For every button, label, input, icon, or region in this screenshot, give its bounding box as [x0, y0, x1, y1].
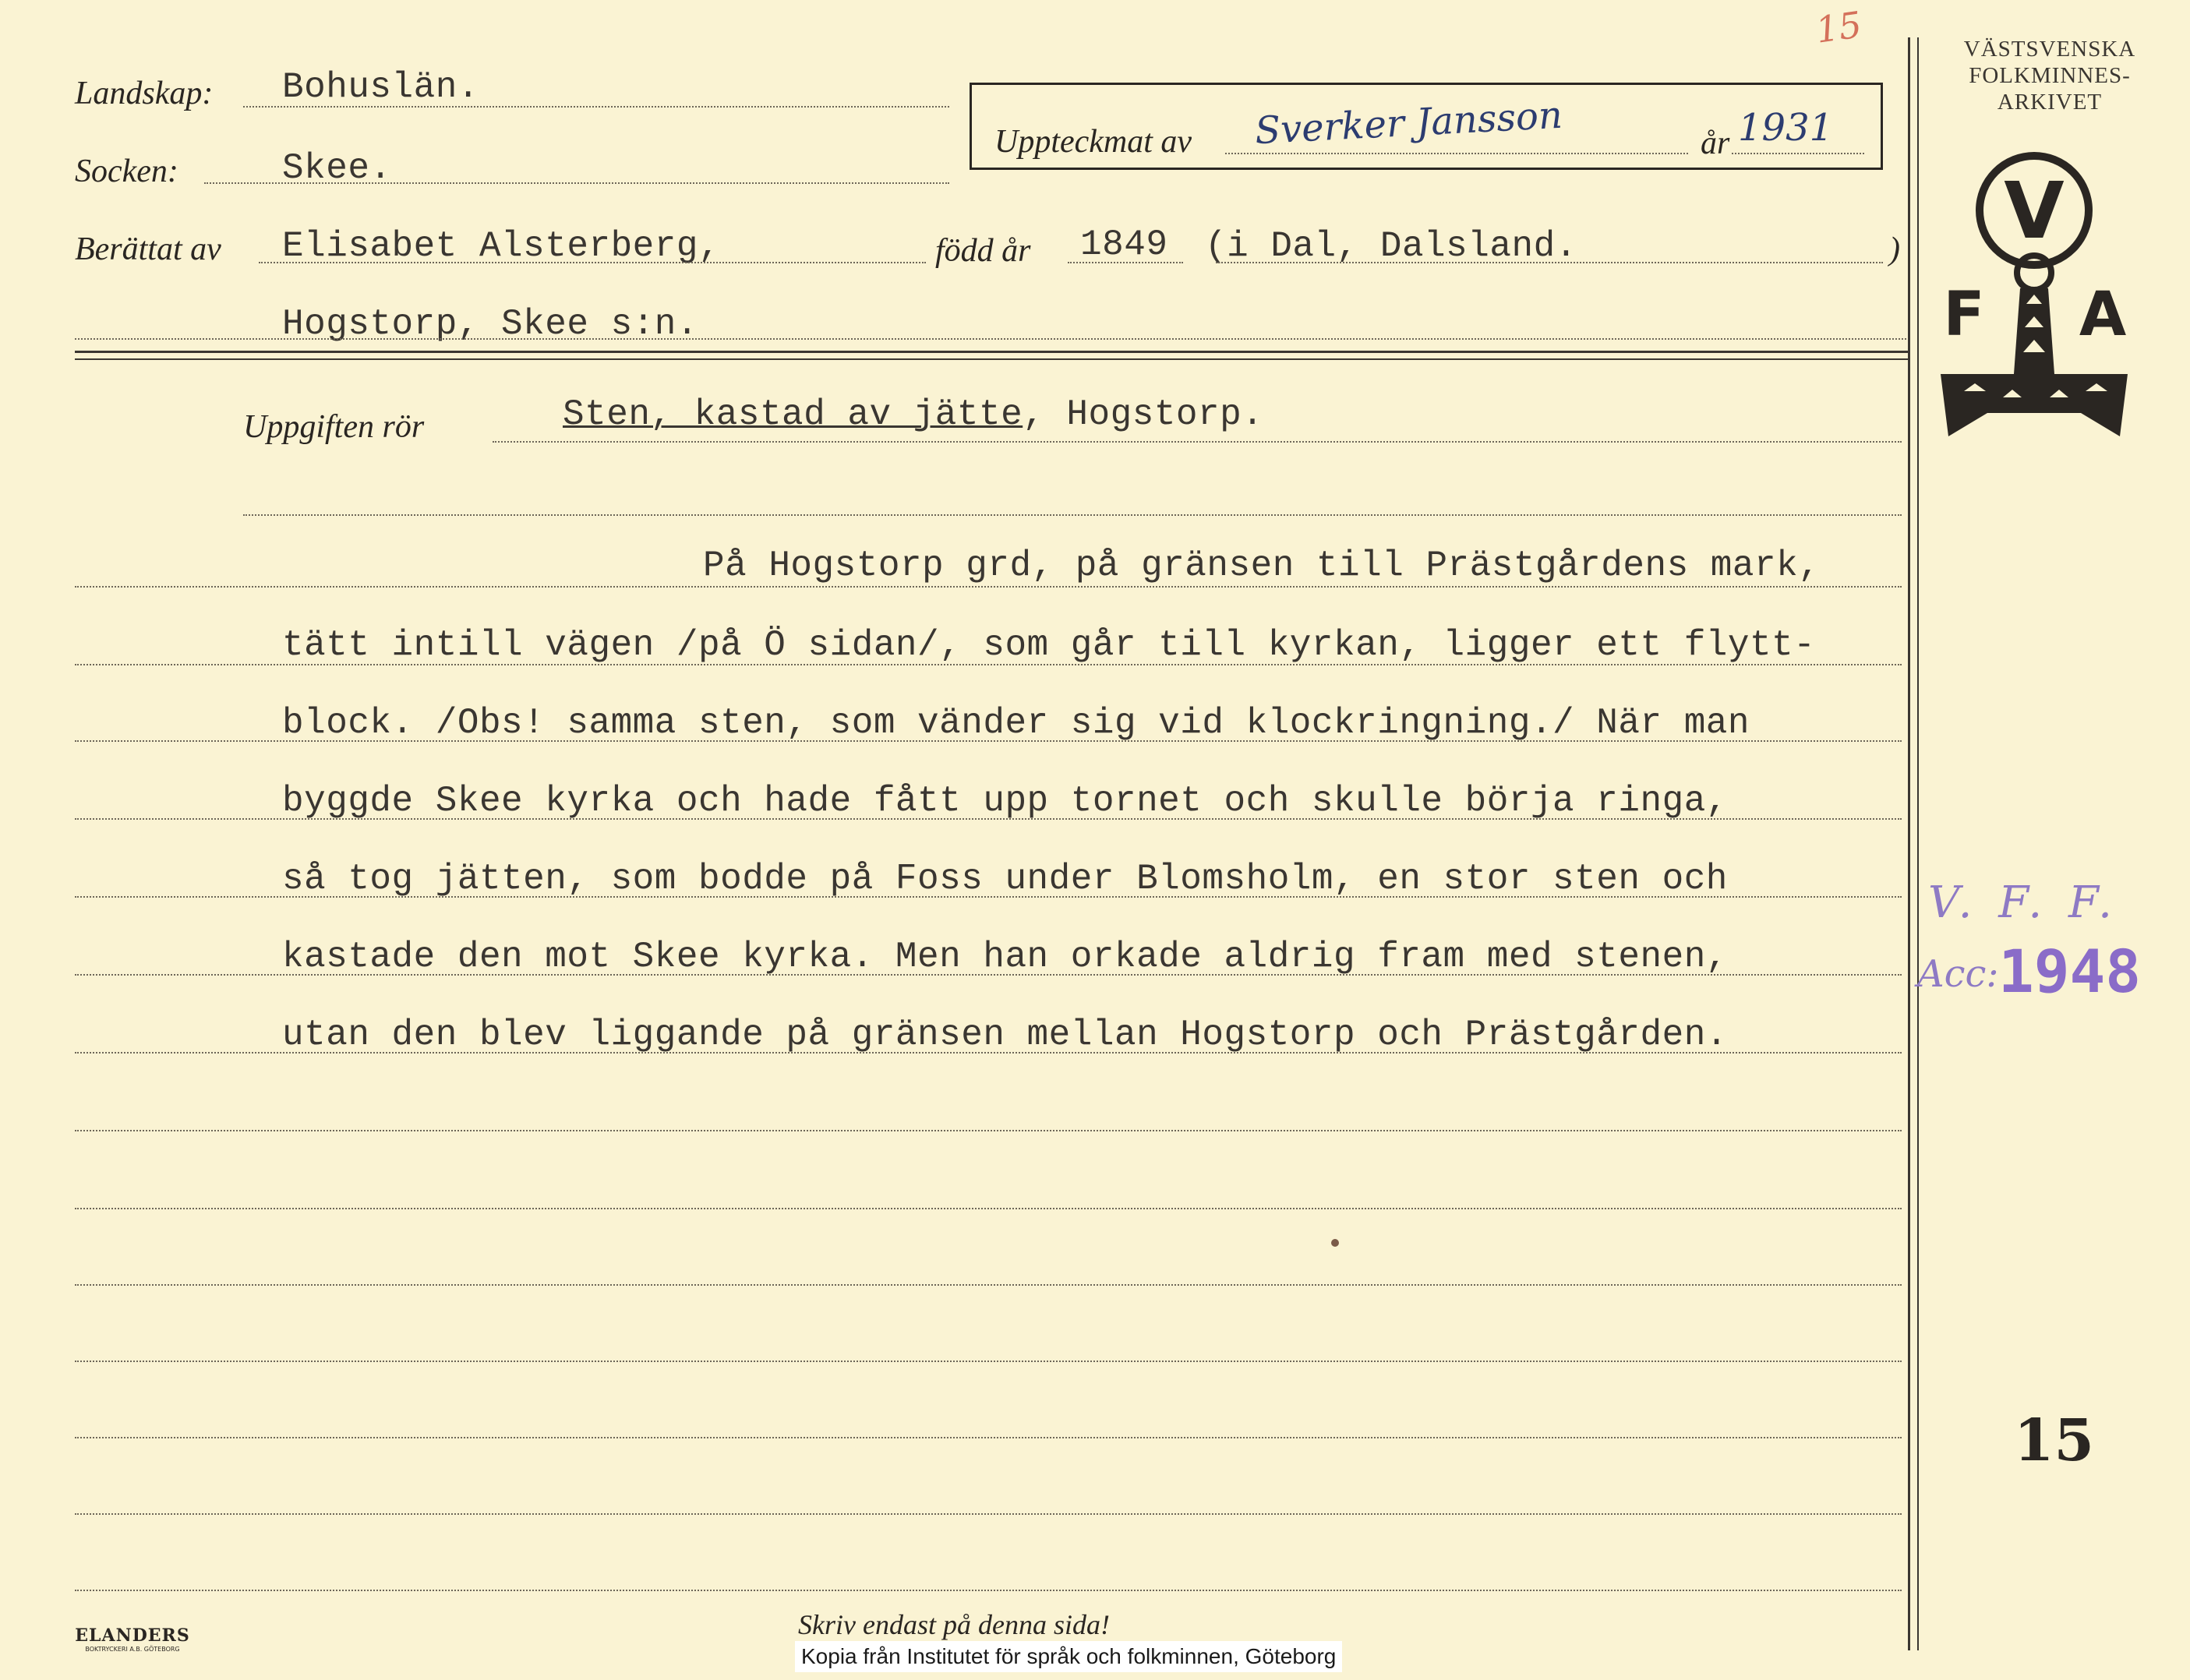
ar-label: år [1701, 125, 1730, 161]
socken-line [204, 182, 949, 184]
margin-rule-left [1908, 37, 1910, 1650]
ar-line [1732, 153, 1864, 154]
writing-line [75, 896, 1902, 898]
body-line-5: så tog jätten, som bodde på Foss under Blomsholm, en stor sten och [282, 859, 1728, 899]
body-line-1: På Hogstorp grd, på gränsen till Prästgårdens mark, [703, 545, 1821, 586]
upptecknat-label: Uppteckmat av [994, 124, 1192, 160]
fodd-label: född år [935, 233, 1031, 269]
printer-mark [62, 1625, 203, 1653]
archive-name-line2: FOLKMINNES- [1969, 63, 2131, 88]
printer-sub: BOKTRYCKERI A.B. GÖTEBORG [85, 1646, 180, 1653]
landskap-value: Bohuslän. [282, 67, 479, 108]
landskap-label: Landskap: [75, 76, 214, 111]
writing-line [75, 818, 1902, 820]
body-line-3: block. /Obs! samma sten, som vänder sig vid klockringning./ När man [282, 703, 1750, 743]
header-rule-top [75, 351, 1908, 353]
socken-value: Skee. [282, 148, 392, 189]
archive-name [1925, 36, 2174, 115]
writing-line [75, 1130, 1902, 1131]
archive-name-line3: ARKIVET [1997, 90, 2103, 115]
ink-spot [1331, 1239, 1339, 1247]
subject-value-rest: , Hogstorp. [1023, 394, 1264, 435]
logo-letter-a: A [2079, 280, 2127, 350]
socken-label: Socken: [75, 154, 178, 189]
berattat-value: Elisabet Alsterberg, [282, 226, 721, 266]
fodd-place-line [1216, 262, 1883, 263]
writing-line [75, 974, 1902, 976]
margin-rule-right [1917, 37, 1919, 1650]
landskap-line [243, 106, 949, 108]
subject-line [493, 441, 1902, 443]
copy-notice [795, 1641, 1342, 1672]
right-page-number: 15 [2014, 1407, 2094, 1474]
writing-line [75, 1361, 1902, 1362]
vff-stamp [1917, 877, 2182, 1025]
logo-letter-v: V [2004, 165, 2065, 256]
subject-value [563, 394, 1263, 435]
writing-line [75, 1284, 1902, 1286]
writing-line [75, 1437, 1902, 1438]
fodd-line [1068, 262, 1183, 263]
writing-line [75, 1208, 1902, 1209]
fodd-value: 1849 [1080, 224, 1168, 265]
stamp-acc-number: 1948 [1998, 937, 2142, 1006]
berattat-line [259, 262, 926, 263]
archive-logo [1933, 140, 2135, 452]
subject-line2 [243, 514, 1902, 516]
writing-line [75, 586, 1902, 588]
printer-name: ELANDERS [75, 1625, 190, 1646]
footer-instruction: Skriv endast på denna sida! [798, 1609, 1110, 1640]
copy-notice-text: Kopia från Institutet för språk och folkminnen, Göteborg [801, 1644, 1337, 1668]
subject-label: Uppgiften rör [243, 409, 425, 445]
upptecknat-value: Sverker Jansson [1253, 93, 1564, 154]
body-line-7: utan den blev liggande på gränsen mellan Hogstorp och Prästgården. [282, 1015, 1728, 1055]
upptecknat-line [1225, 153, 1688, 154]
body-line-2: tätt intill vägen /på Ö sidan/, som går till kyrkan, ligger ett flytt- [282, 625, 1816, 665]
archive-name-line1: VÄSTSVENSKA [1963, 37, 2136, 62]
stamp-line1: V. F. F. [1928, 877, 2118, 928]
writing-line [75, 664, 1902, 665]
ar-value: 1931 [1738, 106, 1834, 150]
logo-letter-f: F [1943, 280, 1985, 350]
berattat-line2 [75, 338, 1906, 340]
fodd-place: (i Dal, Dalsland. [1205, 226, 1577, 266]
writing-line [75, 1052, 1902, 1054]
stamp-acc-label: Acc: [1917, 952, 1999, 996]
top-page-number: 15 [1813, 3, 1865, 51]
body-line-4: byggde Skee kyrka och hade fått upp tornet och skulle börja ringa, [282, 781, 1728, 821]
subject-value-underlined: Sten, kastad av jätte [563, 394, 1023, 435]
berattat-value-line2: Hogstorp, Skee s:n. [282, 304, 698, 344]
writing-line [75, 740, 1902, 742]
writing-line [75, 1513, 1902, 1515]
body-line-6: kastade den mot Skee kyrka. Men han orkade aldrig fram med stenen, [282, 937, 1728, 977]
berattat-label: Berättat av [75, 231, 221, 267]
fodd-close: ) [1889, 231, 1900, 267]
writing-line [75, 1590, 1902, 1591]
header-rule-bottom [75, 358, 1908, 360]
